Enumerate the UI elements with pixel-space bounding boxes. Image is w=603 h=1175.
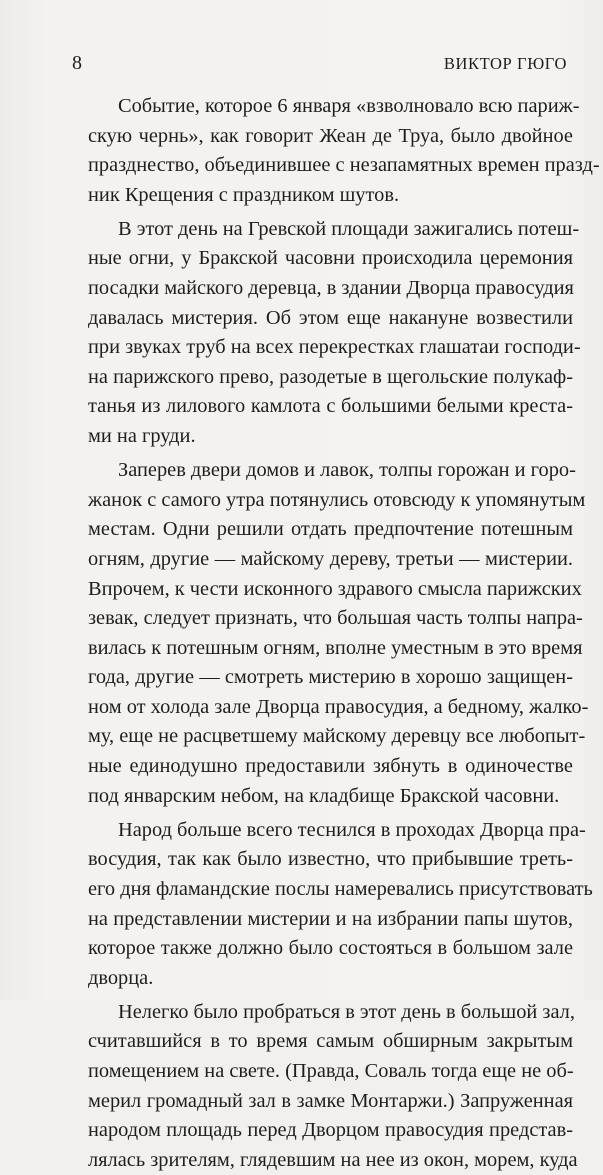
text-line: Заперев двери домов и лавок, толпы горожан и горо-	[118, 459, 576, 482]
text-line: Народ больше всего теснился в проходах Дворца пра-	[118, 818, 586, 841]
text-line: Нелегко было пробраться в этот день в большой зал,	[118, 1000, 575, 1023]
text-line: которое также должно было состояться в большом зале	[88, 937, 573, 960]
text-line: местам. Одни решили отдать предпочтение потешным	[88, 518, 573, 541]
text-line: мерил громадный зал в замке Монтаржи.) Запруженная	[88, 1089, 573, 1112]
text-line: ные огни, у Бракской часовни происходила церемония	[88, 247, 573, 270]
text-line: ник Крещения с праздником шутов.	[88, 183, 400, 206]
text-line: посадки майского деревца, в здании Дворца правосудия	[88, 277, 574, 300]
text-line: танья из лилового камлота с большими белыми креста-	[88, 395, 573, 418]
text-line: его дня фламандские послы намеревались присутствовать	[88, 877, 593, 900]
text-line: В этот день на Гревской площади зажигались потеш-	[118, 217, 580, 240]
page-number: 8	[72, 52, 82, 74]
text-line: Впрочем, к чести исконного здравого смысла парижских	[88, 577, 582, 600]
text-line: вилась к потешным огням, вполне уместным в это время	[88, 636, 583, 659]
text-line: давалась мистерия. Об этом еще накануне возвестили	[88, 306, 573, 329]
text-line: при звуках труб на всех перекрестках глашатаи господи-	[88, 336, 581, 359]
paragraph	[88, 998, 578, 1175]
text-line: народом площадь перед Дворцом правосудия представ-	[88, 1119, 573, 1142]
paragraph	[88, 456, 589, 811]
text-line: лялась зрителям, глядевшим на нее из окон, морем, куда	[88, 1148, 578, 1171]
text-line: на парижского прево, разодетые в щегольские полукаф-	[88, 365, 573, 388]
text-line: года, другие — смотреть мистерию в хорошо защищен-	[88, 666, 573, 689]
text-line: ные единодушно предоставили зябнуть в одиночестве	[88, 755, 573, 778]
text-line: под январским небом, на кладбище Бракской часовни.	[88, 784, 560, 807]
text-line: огням, другие — майскому дереву, третьи — мистерии.	[88, 547, 573, 570]
text-line: на представлении мистерии и на избрании папы шутов,	[88, 907, 573, 930]
text-line: жанок с самого утра потянулись отовсюду к упомянутым	[88, 488, 586, 511]
text-line: ми на груди.	[88, 425, 196, 448]
paragraph	[88, 92, 600, 210]
text-line: считавшийся в то время самым обширным закрытым	[88, 1030, 573, 1053]
text-line: ном от холода зале Дворца правосудия, а бедному, жалко-	[88, 695, 589, 718]
text-line: зевак, следует признать, что большая часть толпы напра-	[88, 607, 583, 630]
text-line: восудия, так как было известно, что прибывшие треть-	[88, 848, 573, 871]
text-line: празднество, объединившее с незапамятных времен празд-	[88, 154, 600, 177]
text-line: дворца.	[88, 966, 154, 989]
text-line: му, еще не расцветшему майскому деревцу все любопыт-	[88, 725, 586, 748]
text-line: скую чернь», как говорит Жеан де Труа, было двойное	[88, 124, 573, 147]
text-line: Событие, которое 6 января «взволновало всю париж-	[118, 95, 580, 117]
text-line: помещением на свете. (Правда, Соваль тогда еще не об-	[88, 1060, 574, 1082]
running-head-author: ВИКТОР ГЮГО	[443, 54, 567, 73]
paragraph	[88, 816, 593, 994]
body-text	[88, 92, 600, 1175]
page-header	[60, 52, 567, 74]
paragraph	[88, 215, 581, 452]
